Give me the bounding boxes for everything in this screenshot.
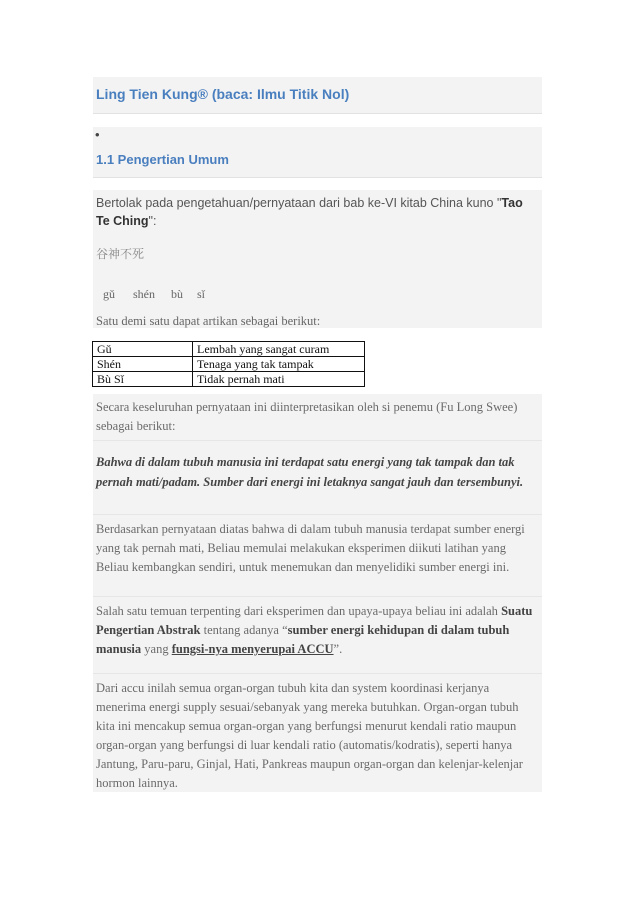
pinyin-word: bù — [171, 287, 183, 301]
chinese-quote: 谷神不死 — [96, 247, 145, 261]
intro-text-after: ": — [148, 214, 157, 228]
paragraph-experiment: Berdasarkan pernyataan diatas bahwa di dalam tubuh manusia terdapat sumber energi yang tak pernah mati, Beliau memulai melakukan eksperimen diikuti latihan yang Beliau kembangkan sendiri, untuk menemukan dan menyelidiki sumber energi ini. — [96, 522, 525, 574]
pinyin-line — [103, 287, 205, 302]
pinyin-word: shén — [133, 287, 155, 301]
glossary-definition: Lembah yang sangat curam — [193, 342, 365, 357]
section-title: 1.1 Pengertian Umum — [96, 152, 229, 167]
p4-bold-abstract: Suatu Pengertian Abstrak — [96, 604, 533, 637]
intro-subtitle: Satu demi satu dapat artikan sebagai berikut: — [96, 314, 321, 328]
divider — [93, 596, 542, 597]
table-row — [93, 372, 365, 387]
divider — [93, 673, 542, 674]
intro-text-before: Bertolak pada pengetahuan/pernyataan dari bab ke-VI kitab China kuno " — [96, 196, 502, 210]
paragraph-key-statement: Bahwa di dalam tubuh manusia ini terdapat satu energi yang tak tampak dan tak pernah mati/padam. Sumber dari energi ini letaknya sangat jauh dan tersembunyi. — [96, 455, 524, 489]
p4-bold-energy-source: sumber energi kehidupan di dalam tubuh manusia — [96, 623, 510, 656]
glossary-table — [92, 341, 365, 387]
paragraph-finding — [96, 602, 538, 659]
page-title: Ling Tien Kung® (baca: Ilmu Titik Nol) — [96, 86, 350, 102]
p4-text: tentang adanya “ — [200, 623, 288, 637]
intro-text — [96, 194, 538, 230]
title-band — [93, 77, 542, 114]
section-band — [93, 127, 542, 178]
p4-text: Salah satu temuan terpenting dari eksperimen dan upaya-upaya beliau ini adalah — [96, 604, 502, 618]
glossary-term: Gǔ — [93, 342, 193, 357]
glossary-term: Shén — [93, 357, 193, 372]
pinyin-word: sǐ — [197, 287, 206, 301]
glossary-definition: Tenaga yang tak tampak — [193, 357, 365, 372]
table-row — [93, 357, 365, 372]
divider — [93, 440, 542, 441]
intro-band — [93, 190, 542, 328]
paragraph-interpretation: Secara keseluruhan pernyataan ini diinterpretasikan oleh si penemu (Fu Long Swee) sebagai berikut: — [96, 400, 518, 433]
bullet-marker: • — [95, 127, 100, 142]
divider — [93, 514, 542, 515]
intro-book-title: Tao Te Ching — [96, 196, 523, 228]
glossary-definition: Tidak pernah mati — [193, 372, 365, 387]
p4-text: ”. — [333, 642, 343, 656]
pinyin-word: gǔ — [103, 287, 115, 301]
p4-bold-accu: fungsi-nya menyerupai ACCU — [171, 642, 334, 656]
body-band — [93, 394, 542, 792]
table-row — [93, 342, 365, 357]
glossary-term: Bù Sǐ — [93, 372, 193, 387]
p4-text: yang — [141, 642, 172, 656]
paragraph-accu-organs: Dari accu inilah semua organ-organ tubuh kita dan system koordinasi kerjanya menerima energi supply sesuai/sebanyak yang mereka butuhkan. Organ-organ tubuh kita ini mencakup semua organ-organ yang berfungsi menurut kendali ratio maupun organ-organ yang berfungsi di luar kendali ratio (automatis/kodratis), seperti hanya Jantung, Paru-paru, Ginjal, Hati, Pankreas maupun organ-organ dan kelenjar-kelenjar hormon lainnya. — [96, 681, 523, 790]
